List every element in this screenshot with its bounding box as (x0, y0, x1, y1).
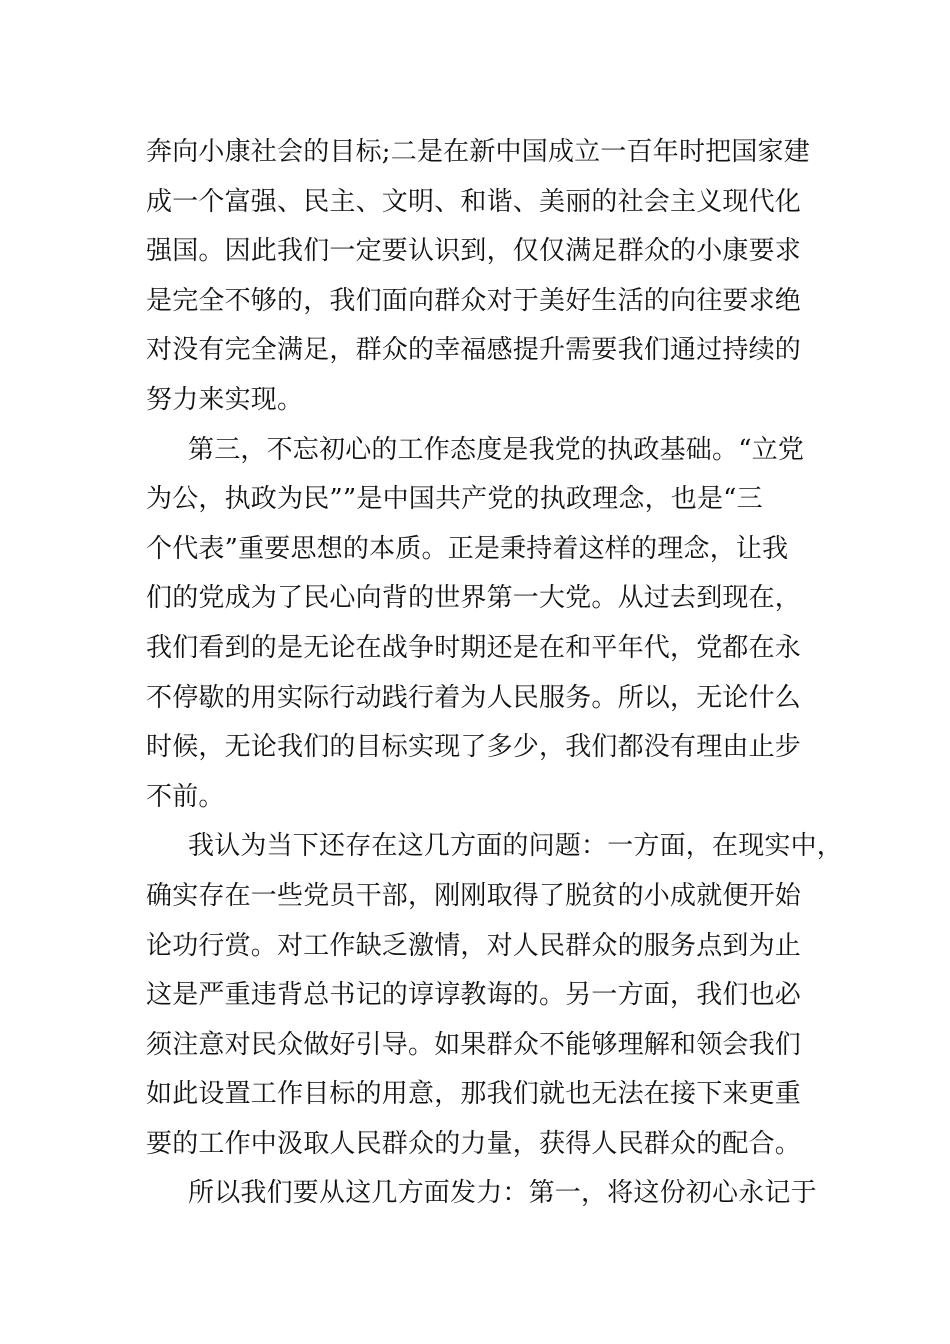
paragraph-first-line: 所以我们要从这几方面发力：第一，将这份初心永记于 (188, 1178, 817, 1209)
text-line: 个代表”重要思想的本质。正是秉持着这样的理念，让我 (146, 533, 789, 564)
text-line: 对没有完全满足，群众的幸福感提升需要我们通过持续的 (146, 335, 802, 366)
text-line: 们的党成为了民心向背的世界第一大党。从过去到现在， (146, 583, 802, 614)
text-line: 是完全不够的，我们面向群众对于美好生活的向往要求绝 (146, 285, 802, 316)
text-line: 须注意对民众做好引导。如果群众不能够理解和领会我们 (146, 1029, 802, 1060)
text-line: 论功行赏。对工作缺乏激情，对人民群众的服务点到为止 (146, 930, 802, 961)
text-line: 强国。因此我们一定要认识到，仅仅满足群众的小康要求 (146, 236, 802, 267)
text-line: 不前。 (146, 781, 225, 812)
text-line: 奔向小康社会的目标;二是在新中国成立一百年时把国家建 (146, 137, 810, 167)
text-line: 努力来实现。 (146, 384, 304, 415)
paragraph-first-line: 我认为当下还存在这几方面的问题：一方面，在现实中， (188, 831, 844, 862)
text-line: 我们看到的是无论在战争时期还是在和平年代，党都在永 (146, 632, 802, 663)
text-line: 这是严重违背总书记的谆谆教诲的。另一方面，我们也必 (146, 980, 802, 1011)
body-text (146, 128, 844, 1219)
text-line: 为公，执政为民””是中国共产党的执政理念，也是“三 (146, 484, 763, 515)
text-line: 时候，无论我们的目标实现了多少，我们都没有理由止步 (146, 732, 802, 763)
text-line: 要的工作中汲取人民群众的力量，获得人民群众的配合。 (146, 1128, 802, 1159)
paragraph-first-line: 第三，不忘初心的工作态度是我党的执政基础。“立党 (188, 434, 805, 465)
text-line: 确实存在一些党员干部，刚刚取得了脱贫的小成就便开始 (146, 880, 802, 911)
text-line: 成一个富强、民主、文明、和谐、美丽的社会主义现代化 (146, 186, 802, 217)
text-line: 不停歇的用实际行动践行着为人民服务。所以，无论什么 (146, 682, 802, 713)
text-line: 如此设置工作目标的用意，那我们就也无法在接下来更重 (146, 1079, 802, 1110)
